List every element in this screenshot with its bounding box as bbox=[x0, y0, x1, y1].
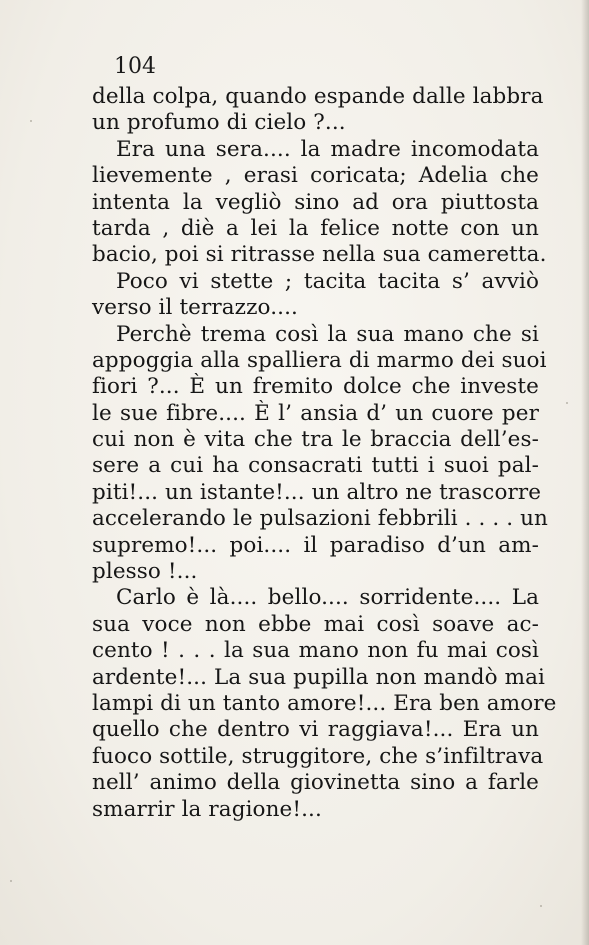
page-edge-shadow bbox=[581, 0, 589, 945]
paper-speck bbox=[10, 880, 12, 882]
text-line: fiori ?... È un fremito dolce che investe bbox=[92, 374, 539, 400]
text-line: sere a cui ha consacrati tutti i suoi pal- bbox=[92, 453, 539, 479]
text-line: sua voce non ebbe mai così soave ac- bbox=[92, 611, 539, 637]
text-line: Poco vi stette ; tacita tacita s’ avviò bbox=[116, 268, 539, 294]
text-line: della colpa, quando espande dalle labbra bbox=[92, 84, 544, 109]
text-line: cento ! . . . la sua mano non fu mai così bbox=[92, 638, 539, 664]
text-line: ardente!... La sua pupilla non mandò mai bbox=[92, 664, 546, 690]
text-line: Era una sera.... la madre incomodata bbox=[116, 136, 539, 162]
text-line: bacio, poi si ritrasse nella sua cameretta. bbox=[92, 242, 547, 268]
text-line: nell’ animo della giovinetta sino a farle bbox=[92, 770, 539, 796]
paper-speck bbox=[540, 905, 542, 907]
text-line: plesso !... bbox=[92, 559, 198, 585]
text-line: supremo!... poi.... il paradiso d’un am- bbox=[92, 532, 539, 558]
page-number: 104 bbox=[114, 54, 156, 79]
body-text bbox=[92, 84, 557, 823]
text-line: intenta la vegliò sino ad ora piuttosta bbox=[92, 189, 539, 215]
text-line: accelerando le pulsazioni febbrili . . . . un bbox=[92, 506, 548, 532]
text-line: quello che dentro vi raggiava!... Era un bbox=[92, 717, 539, 743]
text-line: smarrir la ragione!... bbox=[92, 796, 322, 822]
text-line: lievemente , erasi coricata; Adelia che bbox=[92, 163, 539, 189]
text-line: appoggia alla spalliera di marmo dei suoi bbox=[92, 347, 547, 373]
text-line: Carlo è là.... bello.... sorridente.... La bbox=[116, 585, 539, 611]
text-line: un profumo di cielo ?... bbox=[92, 110, 346, 136]
text-line: piti!... un istante!... un altro ne trascorre bbox=[92, 479, 542, 505]
text-line: le sue fibre.... È l’ ansia d’ un cuore per bbox=[92, 400, 539, 426]
text-line: cui non è vita che tra le braccia dell’es- bbox=[92, 427, 539, 453]
paper-speck bbox=[30, 120, 32, 122]
text-line: Perchè trema così la sua mano che si bbox=[116, 321, 539, 347]
text-line: verso il terrazzo.... bbox=[92, 295, 298, 321]
text-line: fuoco sottile, struggitore, che s’infiltrava bbox=[92, 743, 544, 769]
text-line: tarda , diè a lei la felice notte con un bbox=[92, 215, 539, 241]
text-line: lampi di un tanto amore!... Era ben amore bbox=[92, 690, 557, 716]
paper-speck bbox=[566, 402, 568, 404]
